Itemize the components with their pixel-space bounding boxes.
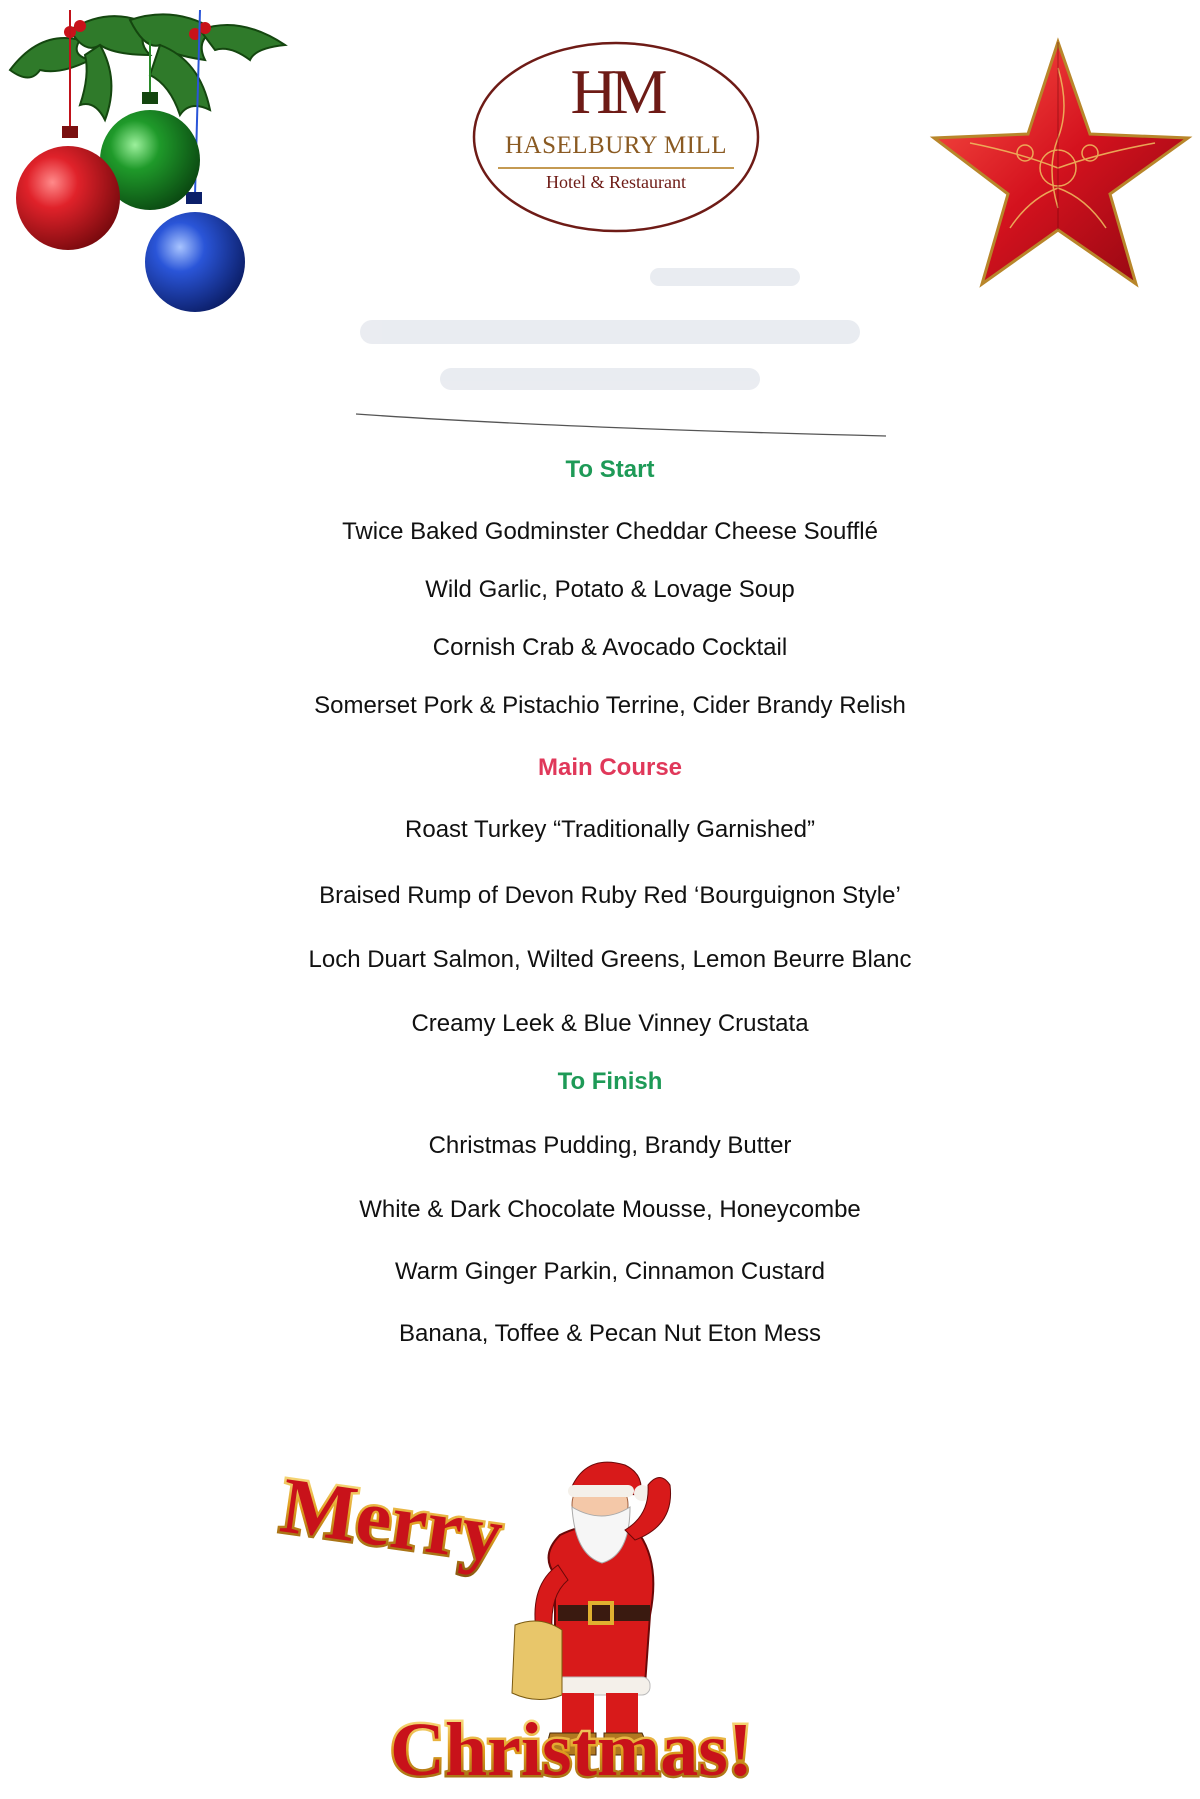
logo-name: HASELBURY MILL [504,132,728,159]
menu-item: Wild Garlic, Potato & Lovage Soup [425,576,795,603]
logo-monogram: HM [570,56,662,127]
menu-item: Creamy Leek & Blue Vinney Crustata [411,1010,809,1037]
menu-item: Warm Ginger Parkin, Cinnamon Custard [395,1258,825,1285]
show-through-smudge [300,250,940,410]
menu-item: Somerset Pork & Pistachio Terrine, Cider Brandy Relish [314,692,906,719]
christmas-star-icon [930,38,1192,288]
logo-subtitle: Hotel & Restaurant [546,172,686,192]
menu-item: Roast Turkey “Traditionally Garnished” [405,816,815,843]
logo-divider [498,167,734,169]
hotel-logo [470,38,762,236]
menu-item: Twice Baked Godminster Cheddar Cheese Soufflé [342,518,878,545]
greeting-line-christmas: Christmas! [390,1708,754,1792]
menu-item: Cornish Crab & Avocado Cocktail [432,634,788,661]
section-heading-main: Main Course [537,754,683,781]
menu-item: Braised Rump of Devon Ruby Red ‘Bourguignon Style’ [319,882,901,909]
menu-item: Christmas Pudding, Brandy Butter [428,1132,792,1159]
menu-item: White & Dark Chocolate Mousse, Honeycombe [359,1196,861,1223]
menu-item: Banana, Toffee & Pecan Nut Eton Mess [398,1320,822,1347]
holly-baubles-icon [0,0,300,320]
section-heading-finish: To Finish [557,1068,663,1095]
merry-christmas-santa [275,1455,820,1795]
menu-list [250,455,970,1349]
greeting-line-merry: Merry [275,1461,508,1580]
header-divider [356,408,886,438]
menu-item: Loch Duart Salmon, Wilted Greens, Lemon Beurre Blanc [308,946,912,973]
section-heading-start: To Start [565,456,655,483]
